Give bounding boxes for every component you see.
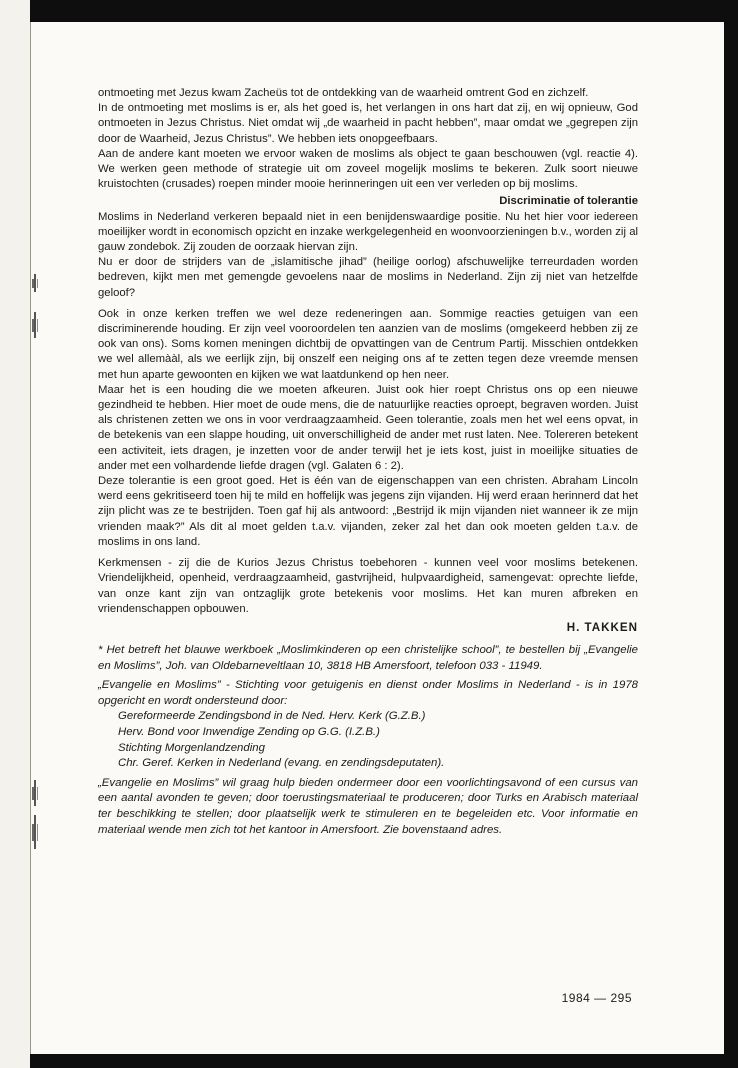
scan-top-border	[30, 0, 738, 22]
binding-mark	[31, 780, 39, 806]
list-item: Herv. Bond voor Inwendige Zending op G.G. (I.Z.B.)	[118, 726, 380, 739]
closing-note: „Evangelie en Moslims” wil graag hulp bieden ondermeer door een voorlichtingsavond of een cursus van een aantal avonden te geven; door toerustingsmateriaal te produceren; door Turks en Arabisch materiaal ter beschikking te stellen; door plaatselijk werk te stimuleren en te begeleiden etc. Voor informatie en materiaal wende men zich tot het kantoor in Amersfoort. Zie bovenstaand adres.	[98, 776, 638, 836]
article-body	[98, 86, 638, 838]
footnote: * Het betreft het blauwe werkboek „Moslimkinderen op een christelijke school”, te bestellen bij „Evangelie en Moslims”, Joh. van Oldebarneveltlaan 10, 3818 HB Amersfoort, telefoon 033 - 11949.	[98, 644, 638, 672]
list-item: Chr. Geref. Kerken in Nederland (evang. en zendingsdeputaten).	[118, 757, 445, 770]
paragraph: Deze tolerantie is een groot goed. Het is één van de eigenschappen van een christen. Abraham Lincoln werd eens gekritiseerd toen hij te mild en hoffelijk was jegens zijn vijanden. Hij werd eraan herinnerd dat het zijn plicht was ze te bestrijden. Toen gaf hij als antwoord: „Bestrijd ik mijn vijanden niet wanneer ik ze mijn vrienden maak?” Als dit al moet gelden t.a.v. vijanden, zeker zal het dan ook moeten gelden t.a.v. de moslims in ons land.	[98, 475, 638, 548]
paragraph: Kerkmensen - zij die de Kurios Jezus Christus toebehoren - kunnen veel voor moslims betekenen. Vriendelijkheid, openheid, verdraagzaamheid, gastvrijheid, hulpvaardigheid, samengevat: oprechte liefde, van onze kant zijn van ontzaglijk grote betekenis voor moslims. Het kan muren afbreken en vriendenschappen opbouwen.	[98, 557, 638, 615]
paragraph: Nu er door de strijders van de „islamitische jihad” (heilige oorlog) afschuwelijke terreurdaden worden bedreven, kijkt men met gemengde gevoelens naar de moslims in Nederland. Zijn zij niet van hetzelfde geloof?	[98, 256, 638, 299]
foundation-intro: „Evangelie en Moslims” - Stichting voor getuigenis en dienst onder Moslims in Nederland - is in 1978 opgericht en wordt ondersteund door:	[98, 679, 638, 707]
notes-section	[98, 643, 638, 838]
author-signature: H. TAKKEN	[566, 620, 638, 634]
paragraph: Maar het is een houding die we moeten afkeuren. Juist ook hier roept Christus ons op een nieuwe gezindheid te hebben. Hier moet de oude mens, die de natuurlijke reacties oproept, begraven worden. Juist als christenen zetten we ons in voor verdraagzaamheid. Geen tolerantie, zoals men het wel eens opvat, in de betekenis van een slappe houding, uit onverschilligheid de ander met rust laten. Nee. Tolereren betekent een activiteit, iets dragen, je inzetten voor de ander terwijl het je iets kost, juist in moeilijke situaties de ander met een volhardende liefde dragen (vgl. Galaten 6 : 2).	[98, 383, 638, 472]
scan-right-border	[724, 0, 738, 1068]
page-number: 1984 — 295	[561, 991, 632, 1005]
supporters-list	[98, 709, 638, 771]
section-heading: Discriminatie of tolerantie	[499, 195, 638, 208]
binding-mark	[31, 815, 39, 849]
paragraph: Aan de andere kant moeten we ervoor waken de moslims als object te gaan beschouwen (vgl. reactie 4). We werken geen methode of strategie uit om zoveel mogelijk moslims te bekeren. Zulk soort nieuwe kruistochten (crusades) roepen minder mooie herinneringen uit een ver verleden op bij moslims.	[98, 147, 638, 191]
binding-mark	[31, 312, 39, 338]
list-item: Stichting Morgenlandzending	[118, 741, 265, 754]
binding-mark	[31, 274, 39, 292]
paragraph: Ook in onze kerken treffen we wel deze redeneringen aan. Sommige reacties getuigen van een discriminerende houding. Er zijn veel vooroordelen ten aanzien van de moslims (omgekeerd hebben zij ze ook van ons). Soms komen meningen dichtbij de opvattingen van de Centrum Partij. Misschien ontdekken we wel allemààl, als we eerlijk zijn, bij onszelf een neiging ons af te zetten tegen deze vreemde mensen met hun aparte gewoonten en kijken we wat laatdunkend op hen neer.	[98, 307, 638, 381]
paragraph: ontmoeting met Jezus kwam Zacheüs tot de ontdekking van de waarheid omtrent God en zichzelf.	[98, 87, 589, 99]
scan-bottom-border	[30, 1054, 738, 1068]
paragraph: Moslims in Nederland verkeren bepaald niet in een benijdenswaardige positie. Nu het hier voor iedereen moeilijker wordt in economisch opzicht en inzake werkgelegenheid en woonvoorzieningen b.v., worden zij al gauw zondebok. Zij zouden de oorzaak hiervan zijn.	[98, 210, 638, 254]
paragraph: In de ontmoeting met moslims is er, als het goed is, het verlangen in ons hart dat zij, en wij opnieuw, God ontmoeten in Jezus Christus. Niet omdat wij „de waarheid in pacht hebben”, maar omdat we „gegrepen zijn door de Waarheid, Jezus Christus”. We hebben iets onopgeefbaars.	[98, 102, 638, 145]
list-item: Gereformeerde Zendingsbond in de Ned. Herv. Kerk (G.Z.B.)	[118, 710, 426, 723]
